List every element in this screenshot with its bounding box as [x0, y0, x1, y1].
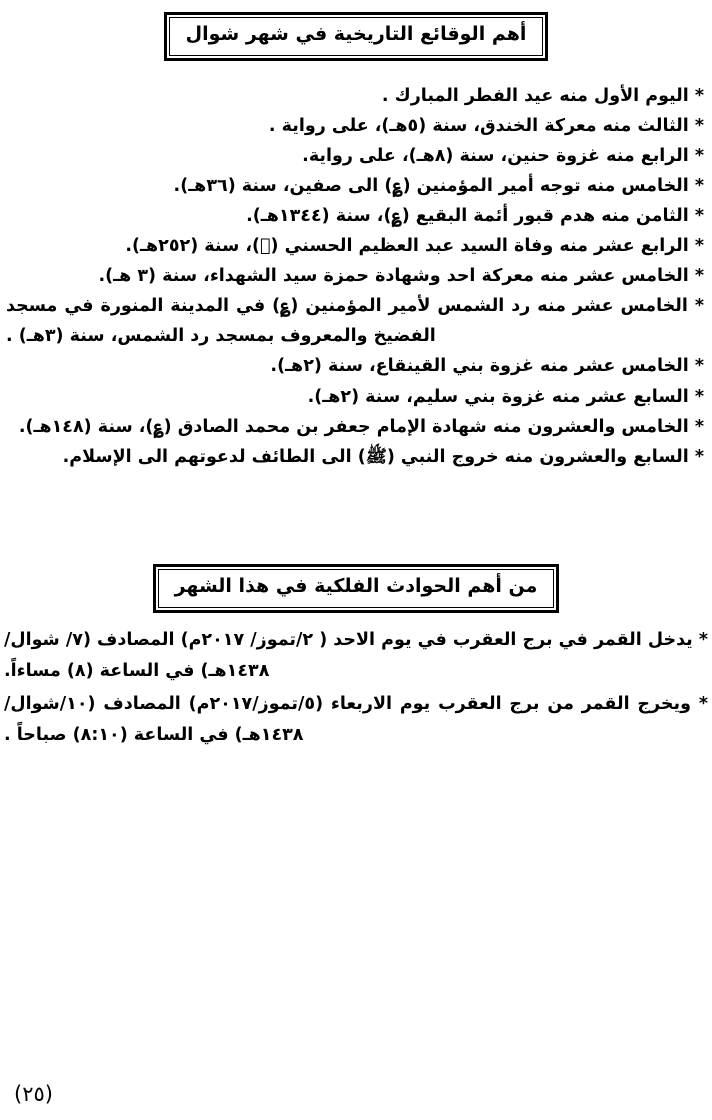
- list-item: * الثامن منه هدم قبور أئمة البقيع (؏)، سنة (١٣٤٤هـ).: [246, 206, 704, 227]
- list-item: * اليوم الأول منه عيد الفطر المبارك .: [381, 85, 704, 106]
- astronomical-heading-text: من أهم الحوادث الفلكية في هذا الشهر: [174, 574, 538, 597]
- historical-section-heading-container: [0, 12, 712, 61]
- astronomical-section-heading-container: [0, 564, 712, 613]
- historical-heading-box: [164, 12, 549, 61]
- list-item: * الخامس عشر منه غزوة بني القينقاع، سنة (٢هـ).: [270, 356, 704, 377]
- astronomical-events-list: [0, 625, 712, 752]
- section-spacer: [0, 472, 712, 564]
- list-item: * السابع عشر منه غزوة بني سليم، سنة (٢هـ).: [307, 386, 704, 407]
- list-item: * الخامس عشر منه رد الشمس لأمير المؤمنين (؏) في المدينة المنورة في مسجد الفضيخ والمعروف بمسجد رد الشمس، سنة (٣هـ) .: [6, 296, 704, 347]
- list-item: * السابع والعشرون منه خروج النبي (ﷺ) الى الطائف لدعوتهم الى الإسلام.: [62, 446, 704, 467]
- list-item: * الخامس منه توجه أمير المؤمنين (؏) الى صفين، سنة (٣٦هـ).: [173, 175, 704, 196]
- astronomical-heading-box: [153, 564, 560, 613]
- astronomical-heading-inner-border: [158, 569, 555, 608]
- list-item: * الرابع عشر منه وفاة السيد عبد العظيم الحسني (﷢)، سنة (٢٥٢هـ).: [125, 236, 704, 257]
- historical-heading-inner-border: [169, 17, 544, 56]
- page-number: (٢٥): [14, 1082, 53, 1106]
- list-item: * الثالث منه معركة الخندق، سنة (٥هـ)، على رواية .: [268, 115, 704, 136]
- historical-heading-text: أهم الوقائع التاريخية في شهر شوال: [185, 23, 527, 45]
- list-item: * ويخرج القمر من برج العقرب يوم الاربعاء (٥/تموز/٢٠١٧م) المصادف (١٠/شوال/١٤٣٨هـ) في الساعة (٨:١٠) صباحاً .: [4, 693, 709, 745]
- historical-events-list: [0, 81, 712, 472]
- list-item: * الخامس والعشرون منه شهادة الإمام جعفر بن محمد الصادق (؏)، سنة (١٤٨هـ).: [18, 416, 704, 437]
- list-item: * الخامس عشر منه معركة احد وشهادة حمزة سيد الشهداء، سنة (٣ هـ).: [98, 266, 704, 287]
- list-item: * يدخل القمر في برج العقرب في يوم الاحد ( ٢/تموز/ ٢٠١٧م) المصادف (٧/ شوال/ ١٤٣٨هـ) في الساعة (٨) مساءاً.: [4, 629, 709, 681]
- list-item: * الرابع منه غزوة حنين، سنة (٨هـ)، على رواية.: [302, 145, 704, 166]
